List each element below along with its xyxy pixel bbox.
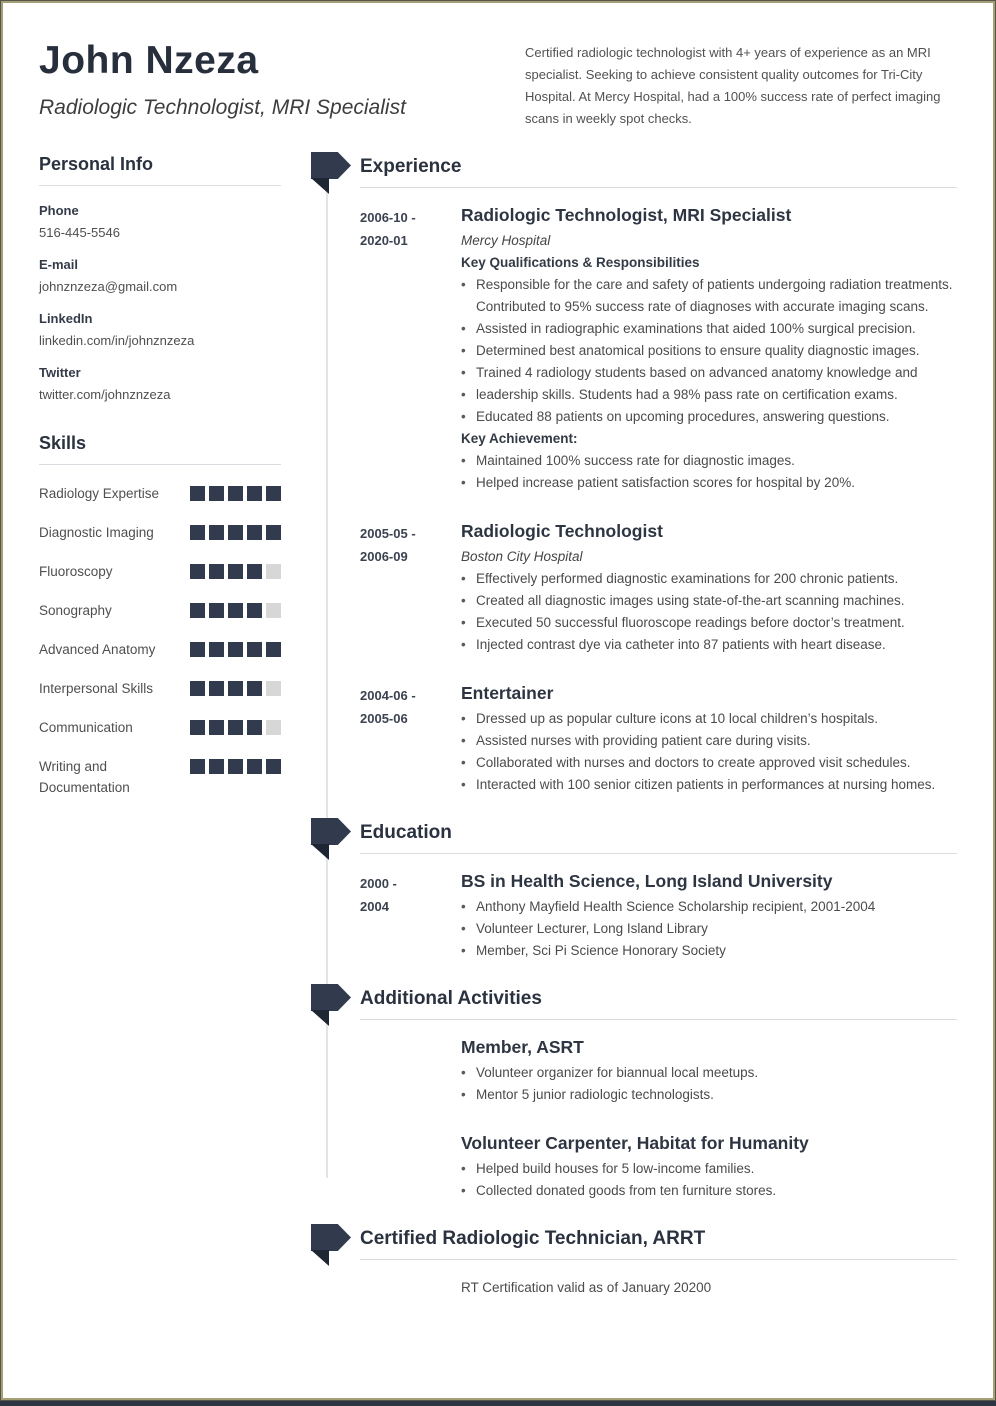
entry-dates — [360, 869, 461, 962]
bullet-marker: • — [461, 387, 466, 402]
bullet-item — [461, 340, 957, 362]
rating-square-filled — [209, 564, 224, 579]
bullet-marker: • — [461, 755, 466, 770]
rating-square-filled — [247, 603, 262, 618]
section-certified-radiologic-technician-arrt — [311, 1226, 957, 1299]
entry-subheading: Key Qualifications & Responsibilities — [461, 255, 700, 270]
contact-label: E-mail — [39, 257, 79, 272]
entry-dates — [360, 203, 461, 494]
skill-rating — [190, 720, 281, 735]
rating-square-empty — [266, 681, 281, 696]
bullet-text: Mentor 5 junior radiologic technologists. — [476, 1087, 714, 1102]
contact-item — [39, 257, 281, 294]
entry-title: BS in Health Science, Long Island University — [461, 871, 833, 891]
bullet-item — [461, 1158, 957, 1180]
bullet-item — [461, 918, 957, 940]
bullet-text: Volunteer organizer for biannual local meetups. — [476, 1065, 759, 1080]
contact-list — [39, 203, 281, 402]
bullet-item — [461, 708, 957, 730]
marker-tag-shape — [311, 152, 351, 179]
rating-square-filled — [228, 681, 243, 696]
skill-label: Sonography — [39, 603, 112, 618]
contact-label: LinkedIn — [39, 311, 93, 326]
entry-title: Volunteer Carpenter, Habitat for Humanity — [461, 1133, 809, 1153]
rating-square-filled — [190, 681, 205, 696]
bullet-item — [461, 730, 957, 752]
marker-fold-shape — [311, 178, 329, 194]
skill-label: Writing and Documentation — [39, 759, 130, 795]
bullet-text: Executed 50 successful fluoroscope readings before doctor’s treatment. — [476, 615, 905, 630]
bullet-item — [461, 612, 957, 634]
section-entries — [311, 203, 957, 796]
rating-square-filled — [190, 486, 205, 501]
marker-fold-shape — [311, 844, 329, 860]
bullet-item — [461, 774, 957, 796]
personal-info-section — [39, 154, 281, 402]
rating-square-filled — [190, 525, 205, 540]
candidate-job-title: Radiologic Technologist, MRI Specialist — [39, 95, 406, 119]
rating-square-filled — [209, 720, 224, 735]
entry-body — [461, 1131, 957, 1202]
section-marker-icon — [311, 984, 351, 1027]
rating-square-filled — [228, 642, 243, 657]
section-additional-activities — [311, 986, 957, 1202]
rating-square-filled — [228, 486, 243, 501]
rating-square-filled — [209, 603, 224, 618]
skill-row — [39, 756, 281, 798]
entry-text: RT Certification valid as of January 20200 — [461, 1280, 712, 1295]
bullet-marker: • — [461, 475, 466, 490]
bullet-text: Assisted nurses with providing patient care during visits. — [476, 733, 811, 748]
contact-value: linkedin.com/in/johnznzeza — [39, 333, 195, 348]
section-heading: Certified Radiologic Technician, ARRT — [360, 1228, 706, 1249]
skill-label: Interpersonal Skills — [39, 681, 154, 696]
rating-square-filled — [266, 759, 281, 774]
section-entries — [311, 1035, 957, 1202]
entry-date-line: 2005-05 - — [360, 526, 416, 541]
section-header — [311, 986, 957, 1012]
resume-header — [39, 39, 957, 130]
entry-body — [461, 1035, 957, 1106]
skills-list — [39, 483, 281, 798]
bullet-marker: • — [461, 277, 466, 292]
entry-date-line: 2006-09 — [360, 549, 408, 564]
bullet-marker: • — [461, 571, 466, 586]
bullet-text: leadership skills. Students had a 98% pass rate on certification exams. — [476, 387, 898, 402]
bullet-marker: • — [461, 1161, 466, 1176]
section-education — [311, 820, 957, 962]
professional-summary: Certified radiologic technologist with 4+ years of experience as an MRI specialist. Seeking to achieve consistent quality outcomes for Tri-City Hospital. At Mercy Hospital, had a 100% success rate of perfect imaging scans in weekly spot checks. — [525, 45, 941, 126]
section-header — [311, 1226, 957, 1252]
sidebar — [39, 154, 281, 1323]
rating-square-filled — [209, 486, 224, 501]
bullet-text: Volunteer Lecturer, Long Island Library — [476, 921, 708, 936]
section-divider — [360, 1019, 957, 1020]
bullet-marker: • — [461, 1065, 466, 1080]
bullet-item — [461, 568, 957, 590]
bullet-text: Member, Sci Pi Science Honorary Society — [476, 943, 726, 958]
bullet-text: Collaborated with nurses and doctors to create approved visit schedules. — [476, 755, 911, 770]
rating-square-filled — [247, 642, 262, 657]
skill-row — [39, 561, 281, 582]
bullet-marker: • — [461, 615, 466, 630]
section-experience — [311, 154, 957, 796]
section-divider — [360, 1259, 957, 1260]
bullet-marker: • — [461, 943, 466, 958]
bullet-text: Helped increase patient satisfaction scores for hospital by 20%. — [476, 475, 855, 490]
rating-square-filled — [247, 486, 262, 501]
entry-date-line: 2000 - — [360, 876, 397, 891]
bullet-text: Trained 4 radiology students based on advanced anatomy knowledge and — [476, 365, 918, 380]
bullet-marker: • — [461, 711, 466, 726]
bullet-text: Effectively performed diagnostic examinations for 200 chronic patients. — [476, 571, 899, 586]
section-entries — [311, 1275, 957, 1299]
bullet-item — [461, 590, 957, 612]
skill-rating — [190, 525, 281, 540]
rating-square-filled — [266, 486, 281, 501]
contact-item — [39, 365, 281, 402]
candidate-name: John Nzeza — [39, 39, 259, 82]
entry-body — [461, 203, 957, 494]
bullet-item — [461, 384, 957, 406]
bullet-item — [461, 1180, 957, 1202]
entry — [311, 1131, 957, 1202]
skill-row — [39, 678, 281, 699]
skill-rating — [190, 681, 281, 696]
entry-date-line: 2006-10 - — [360, 210, 416, 225]
entry-dates — [360, 681, 461, 796]
entry-company: Mercy Hospital — [461, 233, 551, 248]
skill-label: Communication — [39, 720, 133, 735]
bullet-item — [461, 1084, 957, 1106]
skills-section — [39, 433, 281, 798]
entry-dates — [360, 519, 461, 656]
bullet-item — [461, 274, 957, 318]
section-divider — [360, 853, 957, 854]
entry — [311, 869, 957, 962]
entry-body — [461, 519, 957, 656]
bullet-item — [461, 1062, 957, 1084]
rating-square-filled — [209, 681, 224, 696]
skill-label: Diagnostic Imaging — [39, 525, 154, 540]
bullet-text: Interacted with 100 senior citizen patients in performances at nursing homes. — [476, 777, 936, 792]
contact-item — [39, 311, 281, 348]
rating-square-filled — [247, 564, 262, 579]
section-header — [311, 154, 957, 180]
rating-square-filled — [190, 564, 205, 579]
marker-fold-shape — [311, 1250, 329, 1266]
bullet-item — [461, 752, 957, 774]
section-marker-icon — [311, 1224, 351, 1267]
skill-rating — [190, 564, 281, 579]
bullet-item — [461, 406, 957, 428]
bullet-marker: • — [461, 1183, 466, 1198]
header-identity — [39, 39, 406, 130]
rating-square-filled — [209, 642, 224, 657]
rating-square-filled — [247, 525, 262, 540]
bullet-text: Determined best anatomical positions to ensure quality diagnostic images. — [476, 343, 920, 358]
entry-date-line: 2004-06 - — [360, 688, 416, 703]
resume-body — [39, 154, 957, 1323]
entry — [311, 1275, 957, 1299]
skill-row — [39, 717, 281, 738]
bullet-marker: • — [461, 365, 466, 380]
marker-tag-shape — [311, 818, 351, 845]
skill-rating — [190, 486, 281, 501]
skill-label: Fluoroscopy — [39, 564, 113, 579]
marker-fold-shape — [311, 1010, 329, 1026]
rating-square-filled — [190, 642, 205, 657]
bullet-marker: • — [461, 777, 466, 792]
entry-title: Entertainer — [461, 683, 554, 703]
section-heading: Experience — [360, 156, 462, 177]
bullet-item — [461, 940, 957, 962]
contact-label: Phone — [39, 203, 79, 218]
bullet-text: Anthony Mayfield Health Science Scholarship recipient, 2001-2004 — [476, 899, 876, 914]
skill-rating — [190, 603, 281, 618]
bullet-marker: • — [461, 321, 466, 336]
entry — [311, 1035, 957, 1106]
entry — [311, 681, 957, 796]
bullet-marker: • — [461, 733, 466, 748]
bullet-marker: • — [461, 921, 466, 936]
main-column — [311, 154, 957, 1323]
skills-heading: Skills — [39, 433, 281, 465]
skill-label: Radiology Expertise — [39, 486, 160, 501]
rating-square-empty — [266, 603, 281, 618]
bullet-marker: • — [461, 453, 466, 468]
section-divider — [360, 187, 957, 188]
entry-title: Member, ASRT — [461, 1037, 584, 1057]
entry-title: Radiologic Technologist, MRI Specialist — [461, 205, 792, 225]
section-header — [311, 820, 957, 846]
bullet-marker: • — [461, 593, 466, 608]
skill-rating — [190, 642, 281, 657]
skill-row — [39, 483, 281, 504]
entry-dates — [360, 1131, 461, 1202]
bullet-text: Responsible for the care and safety of patients undergoing radiation treatments. Contributed to 95% success rate of diagnoses with accurate imaging scans. — [476, 277, 953, 314]
skill-label: Advanced Anatomy — [39, 642, 156, 657]
rating-square-filled — [247, 759, 262, 774]
bullet-text: Dressed up as popular culture icons at 10 local children’s hospitals. — [476, 711, 878, 726]
contact-value: johnznzeza@gmail.com — [39, 279, 178, 294]
section-heading: Additional Activities — [360, 988, 542, 1009]
section-entries — [311, 869, 957, 962]
rating-square-filled — [247, 681, 262, 696]
contact-item — [39, 203, 281, 240]
rating-square-filled — [190, 603, 205, 618]
entry-company: Boston City Hospital — [461, 549, 583, 564]
bullet-item — [461, 472, 957, 494]
contact-label: Twitter — [39, 365, 81, 380]
bullet-text: Collected donated goods from ten furniture stores. — [476, 1183, 777, 1198]
entry-dates — [360, 1275, 461, 1299]
skill-rating — [190, 759, 281, 774]
bullet-text: Helped build houses for 5 low-income families. — [476, 1161, 755, 1176]
rating-square-empty — [266, 720, 281, 735]
skill-row — [39, 600, 281, 621]
bullet-text: Educated 88 patients on upcoming procedures, answering questions. — [476, 409, 890, 424]
rating-square-filled — [266, 642, 281, 657]
bullet-text: Created all diagnostic images using state-of-the-art scanning machines. — [476, 593, 905, 608]
bullet-marker: • — [461, 343, 466, 358]
bullet-marker: • — [461, 1087, 466, 1102]
skill-row — [39, 639, 281, 660]
contact-value: 516-445-5546 — [39, 225, 120, 240]
entry-body — [461, 681, 957, 796]
bullet-text: Injected contrast dye via catheter into 87 patients with heart disease. — [476, 637, 886, 652]
bullet-item — [461, 362, 957, 384]
bullet-marker: • — [461, 409, 466, 424]
bullet-item — [461, 896, 957, 918]
rating-square-filled — [228, 603, 243, 618]
entry-body — [461, 1275, 957, 1299]
rating-square-filled — [228, 525, 243, 540]
section-marker-icon — [311, 152, 351, 195]
entry-date-line: 2004 — [360, 899, 389, 914]
rating-square-filled — [228, 564, 243, 579]
rating-square-filled — [228, 759, 243, 774]
rating-square-filled — [228, 720, 243, 735]
bullet-text: Assisted in radiographic examinations that aided 100% surgical precision. — [476, 321, 916, 336]
marker-tag-shape — [311, 984, 351, 1011]
marker-tag-shape — [311, 1224, 351, 1251]
bullet-text: Maintained 100% success rate for diagnostic images. — [476, 453, 795, 468]
rating-square-filled — [190, 759, 205, 774]
section-heading: Education — [360, 822, 452, 843]
skill-row — [39, 522, 281, 543]
entry-subheading: Key Achievement: — [461, 431, 578, 446]
rating-square-filled — [190, 720, 205, 735]
entry — [311, 519, 957, 656]
bullet-item — [461, 634, 957, 656]
entry-date-line: 2005-06 — [360, 711, 408, 726]
entry — [311, 203, 957, 494]
entry-body — [461, 869, 957, 962]
bullet-item — [461, 318, 957, 340]
rating-square-filled — [266, 525, 281, 540]
personal-info-heading: Personal Info — [39, 154, 281, 186]
entry-title: Radiologic Technologist — [461, 521, 663, 541]
entry-dates — [360, 1035, 461, 1106]
section-marker-icon — [311, 818, 351, 861]
rating-square-filled — [209, 525, 224, 540]
bullet-marker: • — [461, 899, 466, 914]
bullet-marker: • — [461, 637, 466, 652]
bullet-item — [461, 450, 957, 472]
rating-square-filled — [209, 759, 224, 774]
rating-square-empty — [266, 564, 281, 579]
sections-container — [311, 154, 957, 1299]
contact-value: twitter.com/johnznzeza — [39, 387, 171, 402]
rating-square-filled — [247, 720, 262, 735]
entry-date-line: 2020-01 — [360, 233, 408, 248]
